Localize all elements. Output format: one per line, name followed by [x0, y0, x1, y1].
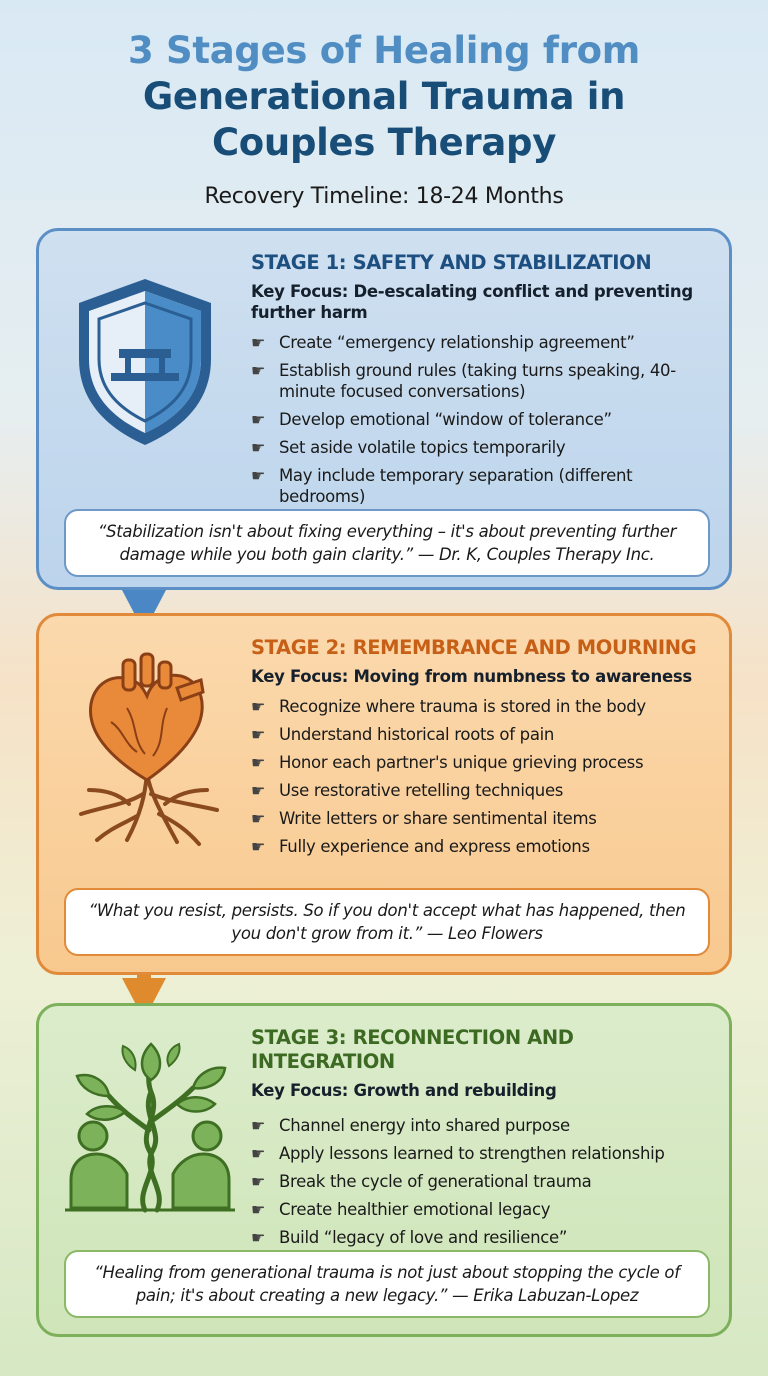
list-item: ☛ Build “legacy of love and resilience”: [251, 1228, 568, 1247]
stage-1-bullet-list: [251, 332, 711, 507]
stage-3-bullet-list: [251, 1115, 711, 1248]
pointing-hand-icon: ☛: [251, 1172, 266, 1191]
shield-icon: [71, 273, 219, 449]
page-title-line-1: 3 Stages of Healing from: [127, 29, 641, 72]
list-item: ☛ Establish ground rules (taking turns speaking, 40-minute focused conversations): [251, 361, 676, 401]
pointing-hand-icon: ☛: [251, 361, 266, 380]
pointing-hand-icon: ☛: [251, 410, 266, 429]
stage-2-focus: Key Focus: Moving from numbness to awareness: [251, 667, 692, 686]
pointing-hand-icon: ☛: [251, 1228, 266, 1247]
list-item: ☛ May include temporary separation (different bedrooms): [251, 466, 633, 506]
pointing-hand-icon: ☛: [251, 1144, 266, 1163]
pointing-hand-icon: ☛: [251, 438, 266, 457]
stage-1-title: STAGE 1: SAFETY AND STABILIZATION: [251, 251, 652, 274]
stage-3-quote: “Healing from generational trauma is not just about stopping the cycle of pain; it's about creating a new legacy.” — Erika Labuzan-Lopez: [64, 1250, 710, 1318]
stage-2-content: [251, 636, 711, 864]
stage-1-content: [251, 251, 711, 514]
list-item: ☛ Fully experience and express emotions: [251, 837, 590, 856]
stage-1-quote: “Stabilization isn't about fixing everything – it's about preventing further damage while you both gain clarity.” — Dr. K, Couples Therapy Inc.: [64, 509, 710, 577]
list-item: ☛ Set aside volatile topics temporarily: [251, 438, 566, 457]
page-title-line-3: Couples Therapy: [211, 121, 557, 164]
list-item: ☛ Break the cycle of generational trauma: [251, 1172, 592, 1191]
pointing-hand-icon: ☛: [251, 333, 266, 352]
pointing-hand-icon: ☛: [251, 781, 266, 800]
list-item: ☛ Write letters or share sentimental items: [251, 809, 597, 828]
stage-1-focus: Key Focus: De-escalating conflict and preventing further harm: [251, 282, 693, 322]
growing-plant-couple-icon: [65, 1040, 235, 1216]
pointing-hand-icon: ☛: [251, 837, 266, 856]
list-item: ☛ Use restorative retelling techniques: [251, 781, 564, 800]
list-item: ☛ Channel energy into shared purpose: [251, 1116, 570, 1135]
page-subtitle: Recovery Timeline: 18-24 Months: [204, 184, 564, 209]
pointing-hand-icon: ☛: [251, 725, 266, 744]
pointing-hand-icon: ☛: [251, 1116, 266, 1135]
pointing-hand-icon: ☛: [251, 1200, 266, 1219]
stage-3-content: [251, 1026, 711, 1255]
pointing-hand-icon: ☛: [251, 466, 266, 485]
list-item: ☛ Recognize where trauma is stored in the body: [251, 697, 646, 716]
pointing-hand-icon: ☛: [251, 809, 266, 828]
page-title-line-2: Generational Trauma in: [142, 75, 626, 118]
pointing-hand-icon: ☛: [251, 753, 266, 772]
pointing-hand-icon: ☛: [251, 697, 266, 716]
list-item: ☛ Apply lessons learned to strengthen relationship: [251, 1144, 665, 1163]
list-item: ☛ Understand historical roots of pain: [251, 725, 555, 744]
stage-1-card: [36, 228, 732, 590]
stage-2-quote: “What you resist, persists. So if you don't accept what has happened, then you don't grow from it.” — Leo Flowers: [64, 888, 710, 956]
stage-2-title: STAGE 2: REMEMBRANCE AND MOURNING: [251, 636, 697, 659]
stage-3-focus: Key Focus: Growth and rebuilding: [251, 1081, 557, 1100]
list-item: ☛ Create “emergency relationship agreement”: [251, 333, 635, 352]
stage-2-card: [36, 613, 732, 975]
list-item: ☛ Create healthier emotional legacy: [251, 1200, 551, 1219]
heart-roots-icon: [67, 644, 227, 850]
header: [0, 28, 768, 209]
stage-3-card: [36, 1003, 732, 1337]
list-item: ☛ Honor each partner's unique grieving process: [251, 753, 644, 772]
list-item: ☛ Develop emotional “window of tolerance”: [251, 410, 612, 429]
stage-2-bullet-list: [251, 696, 711, 857]
stage-3-title: STAGE 3: RECONNECTION AND INTEGRATION: [251, 1026, 574, 1073]
